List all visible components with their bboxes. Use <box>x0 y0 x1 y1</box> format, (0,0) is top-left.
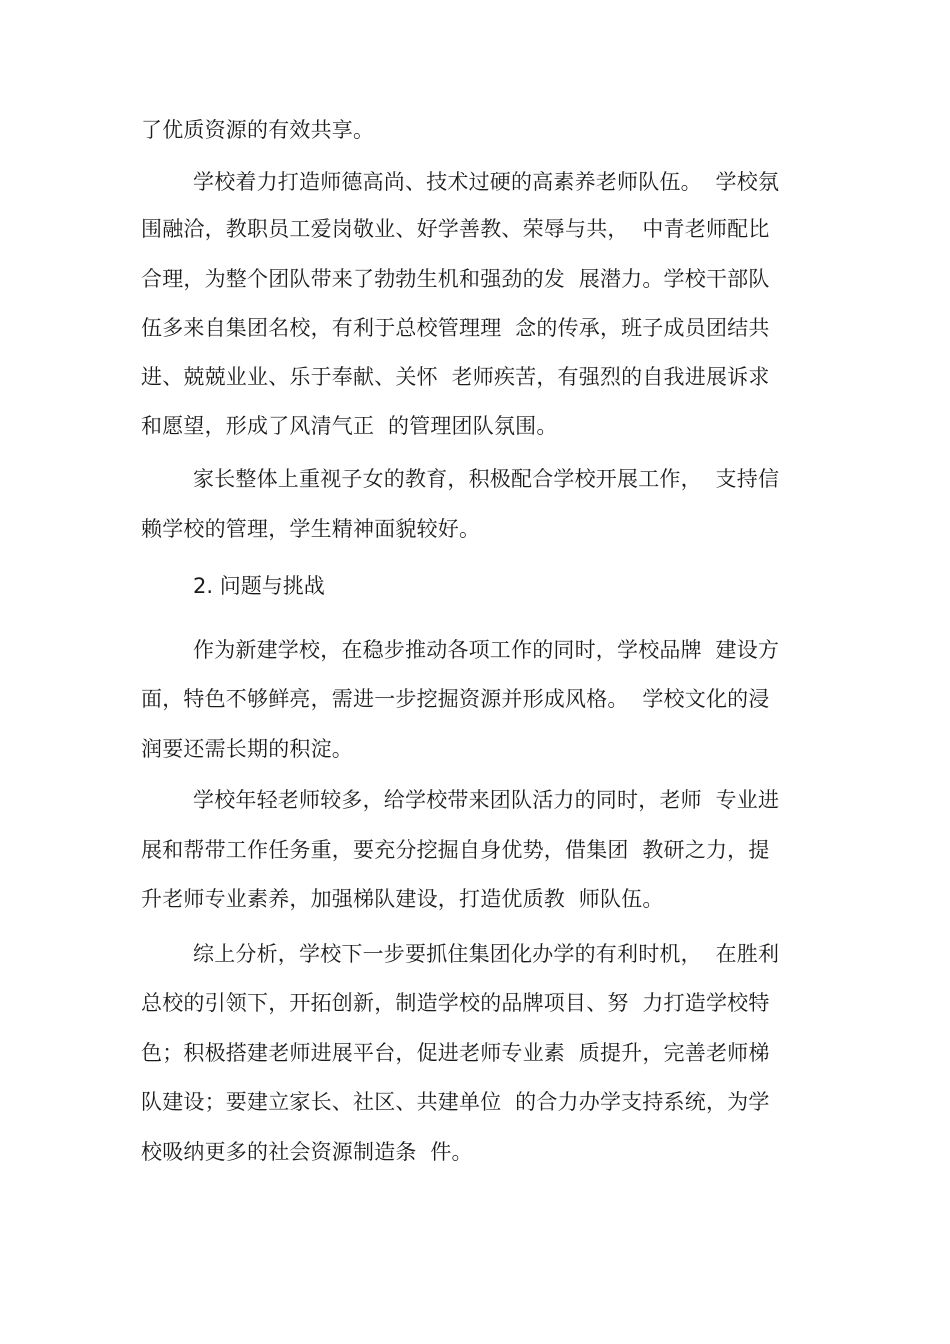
paragraph-line: 进、兢兢业业、乐于奉献、关怀 老师疾苦，有强烈的自我进展诉求 <box>141 365 770 389</box>
paragraph-line: 学校着力打造师德高尚、技术过硬的高素养老师队伍。 学校氛 <box>193 170 780 194</box>
paragraph-line: 润要还需长期的积淀。 <box>141 737 353 761</box>
paragraph-line: 队建设；要建立家长、社区、共建单位 的合力办学支持系统，为学 <box>141 1090 770 1114</box>
paragraph-line: 和愿望，形成了风清气正 的管理团队氛围。 <box>141 414 558 438</box>
paragraph-line: 综上分析，学校下一步要抓住集团化办学的有利时机， 在胜利 <box>193 942 780 966</box>
paragraph-line: 校吸纳更多的社会资源制造条 件。 <box>141 1140 473 1164</box>
paragraph-line: 展和帮带工作任务重，要充分挖掘自身优势，借集团 教研之力，提 <box>141 838 770 862</box>
paragraph-line: 伍多来自集团名校，有利于总校管理理 念的传承，班子成员团结共 <box>141 316 770 340</box>
paragraph-line: 作为新建学校，在稳步推动各项工作的同时，学校品牌 建设方 <box>193 638 780 662</box>
paragraph-line: 学校年轻老师较多，给学校带来团队活力的同时，老师 专业进 <box>193 788 780 812</box>
paragraph-line: 赖学校的管理，学生精神面貌较好。 <box>141 517 481 541</box>
paragraph-line: 色；积极搭建老师进展平台，促进老师专业素 质提升，完善老师梯 <box>141 1041 770 1065</box>
paragraph-line: 总校的引领下，开拓创新，制造学校的品牌项目、努 力打造学校特 <box>141 991 770 1015</box>
paragraph-line: 围融洽，教职员工爱岗敬业、好学善教、荣辱与共， 中青老师配比 <box>141 217 770 241</box>
paragraph-line: 面，特色不够鲜亮，需进一步挖掘资源并形成风格。 学校文化的浸 <box>141 687 770 711</box>
section-heading: 2. 问题与挑战 <box>193 574 325 598</box>
paragraph-line: 家长整体上重视子女的教育，积极配合学校开展工作， 支持信 <box>193 467 780 491</box>
paragraph-line: 升老师专业素养，加强梯队建设，打造优质教 师队伍。 <box>141 887 664 911</box>
paragraph-line: 了优质资源的有效共享。 <box>141 118 375 142</box>
paragraph-line: 合理，为整个团队带来了勃勃生机和强劲的发 展潜力。学校干部队 <box>141 267 770 291</box>
